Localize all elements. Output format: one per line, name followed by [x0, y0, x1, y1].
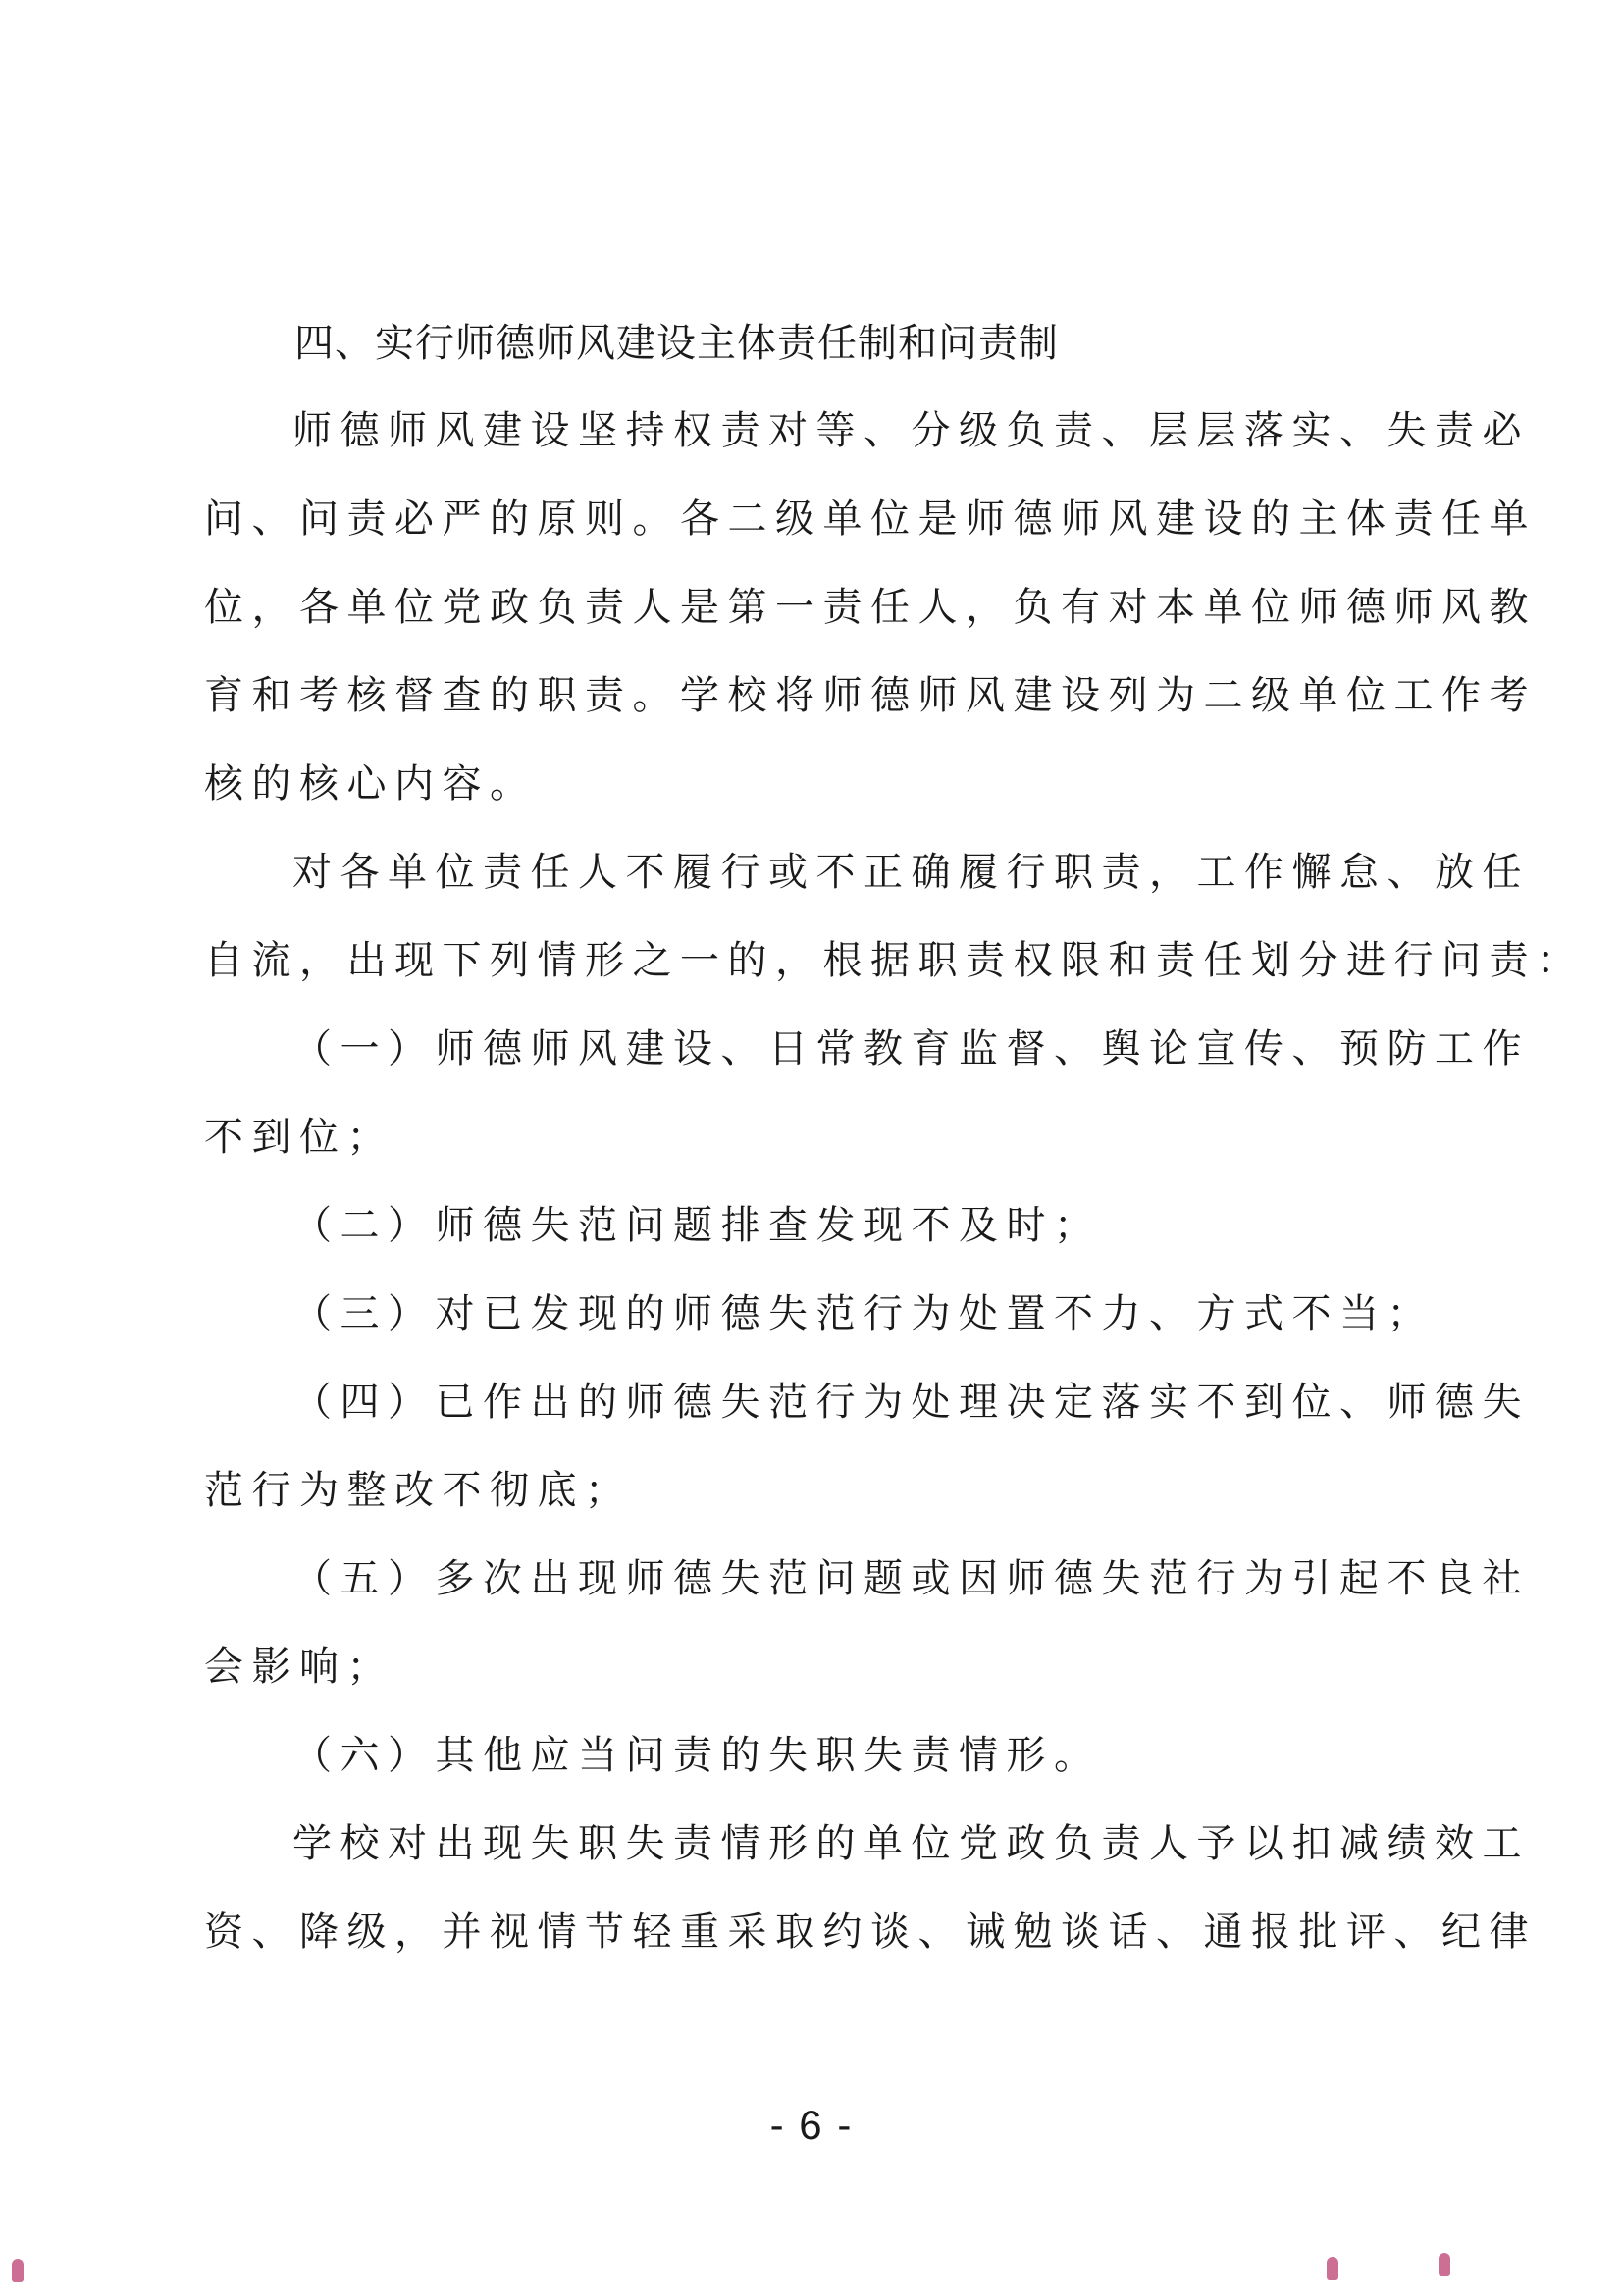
text-line: 育和考核督查的职责。学校将师德师风建设列为二级单位工作考: [204, 673, 1537, 718]
text-line: 对各单位责任人不履行或不正确履行职责，工作懈怠、放任: [292, 850, 1530, 895]
text-line: （四）已作出的师德失范行为处理决定落实不到位、师德失: [292, 1380, 1530, 1425]
page-number: - 6 -: [769, 2102, 854, 2148]
text-line: （一）师德师风建设、日常教育监督、舆论宣传、预防工作: [292, 1026, 1530, 1071]
text-line: （五）多次出现师德失范问题或因师德失范行为引起不良社: [292, 1556, 1530, 1601]
document-body: [204, 300, 1585, 1976]
scan-mark: [1327, 2257, 1338, 2280]
section-heading: 四、实行师德师风建设主体责任制和问责制: [294, 321, 1059, 366]
text-line: 会影响；: [204, 1644, 394, 1690]
text-line: 资、降级，并视情节轻重采取约谈、诫勉谈话、通报批评、纪律: [204, 1909, 1537, 1955]
text-line: （三）对已发现的师德失范行为处置不力、方式不当；: [292, 1291, 1435, 1336]
text-line: 问、问责必严的原则。各二级单位是师德师风建设的主体责任单: [204, 496, 1537, 542]
paragraph-lines: [204, 387, 1585, 1976]
text-line: 核的核心内容。: [204, 761, 538, 807]
text-line: 自流，出现下列情形之一的，根据职责权限和责任划分进行问责：: [204, 938, 1585, 983]
text-line: 师德师风建设坚持权责对等、分级负责、层层落实、失责必: [292, 408, 1530, 453]
text-line: 范行为整改不彻底；: [204, 1468, 633, 1513]
text-line: 学校对出现失职失责情形的单位党政负责人予以扣减绩效工: [292, 1821, 1530, 1866]
scan-mark: [1439, 2253, 1450, 2276]
text-line: （二）师德失范问题排查发现不及时；: [292, 1203, 1102, 1248]
text-line: 位，各单位党政负责人是第一责任人，负有对本单位师德师风教: [204, 585, 1537, 630]
text-line: 不到位；: [204, 1115, 394, 1160]
text-line: （六）其他应当问责的失职失责情形。: [292, 1733, 1102, 1778]
scan-mark: [12, 2259, 24, 2282]
